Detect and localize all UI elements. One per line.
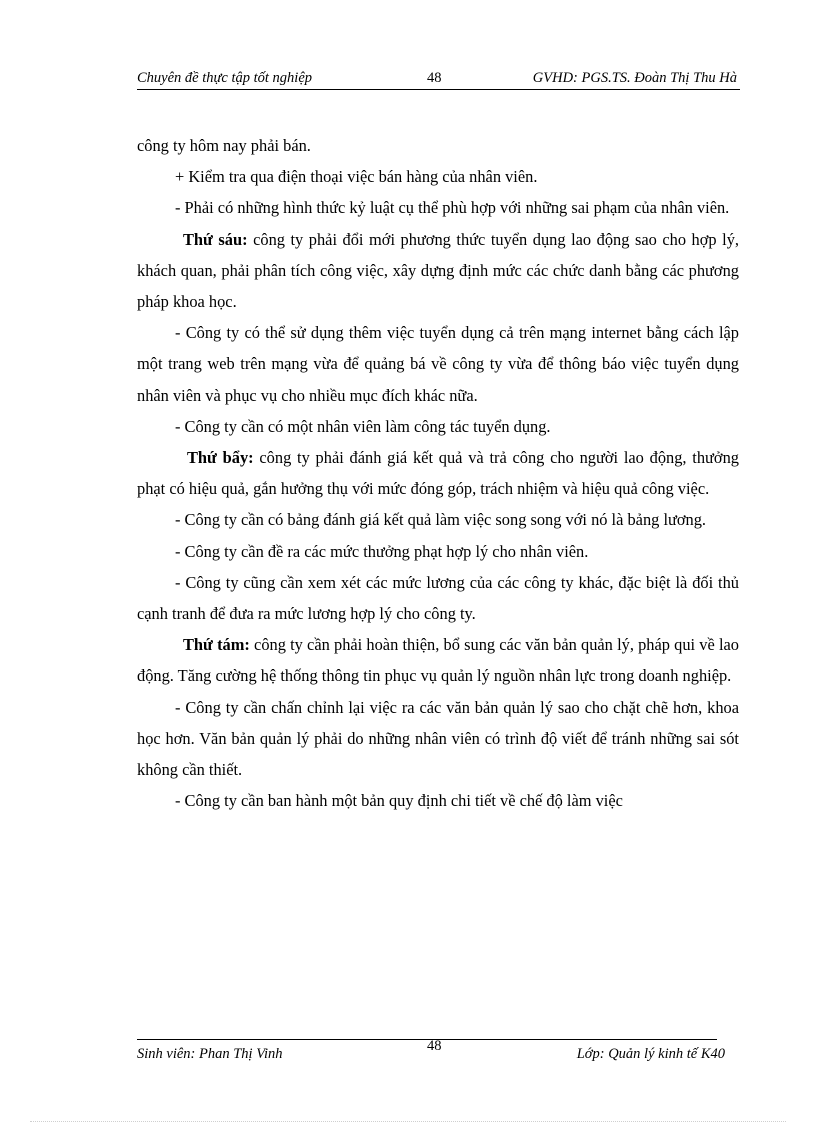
paragraph <box>137 692 739 786</box>
section-label: Thứ sáu: <box>183 229 248 249</box>
paragraph-text: - Công ty cần chấn chỉnh lại việc ra các văn bản quản lý sao cho chặt chẽ hơn, khoa học hơn. Văn bản quản lý phải do những nhân viên có trình độ viết để tránh những sai sót không cần thiết. <box>137 697 739 780</box>
paragraph <box>137 629 739 691</box>
paragraph-text: công ty hôm nay phải bán. <box>137 136 311 155</box>
paragraph-text: - Phải có những hình thức kỷ luật cụ thể phù hợp với những sai phạm của nhân viên. <box>175 198 730 218</box>
page-header <box>137 70 737 90</box>
paragraph-text: - Công ty cần đề ra các mức thưởng phạt hợp lý cho nhân viên. <box>175 541 589 561</box>
paragraph-text: - Công ty có thể sử dụng thêm việc tuyển dụng cả trên mạng internet bằng cách lập một trang web trên mạng vừa để quảng bá về công ty vừa để thông báo việc tuyển dụng nhân viên và phục vụ cho nhiều mục đích khác nữa. <box>137 323 739 405</box>
body-text <box>137 130 739 816</box>
paragraph-text: - Công ty cần ban hành một bản quy định chi tiết về chế độ làm việc <box>175 791 623 811</box>
header-title: Chuyên đề thực tập tốt nghiệp <box>137 70 313 86</box>
paragraph <box>137 224 739 318</box>
paragraph <box>137 504 739 535</box>
page-footer <box>137 1038 737 1064</box>
section-label: Thứ bẩy: <box>187 448 254 468</box>
paragraph <box>137 567 739 629</box>
paragraph <box>137 536 739 567</box>
header-divider <box>137 89 740 90</box>
page-bottom-border <box>30 1121 786 1122</box>
paragraph-text: công ty phải đổi mới phương thức tuyển dụng lao động sao cho hợp lý, khách quan, phải phân tích công việc, xây dựng định mức các chức danh bằng các phương pháp khoa học. <box>137 229 739 312</box>
paragraph-text: công ty cần phải hoàn thiện, bổ sung các văn bản quản lý, pháp qui về lao động. Tăng cường hệ thống thông tin phục vụ quản lý nguồn nhân lực trong doanh nghiệp. <box>137 635 739 686</box>
section-label: Thứ tám: <box>183 635 250 655</box>
paragraph <box>137 130 739 161</box>
paragraph-text: - Công ty cũng cần xem xét các mức lương của các công ty khác, đặc biệt là đối thủ cạnh tranh để đưa ra mức lương hợp lý cho công ty. <box>137 572 739 624</box>
paragraph <box>137 442 739 504</box>
paragraph <box>137 192 739 223</box>
paragraph-text: + Kiểm tra qua điện thoại việc bán hàng của nhân viên. <box>175 167 538 187</box>
header-supervisor: GVHD: PGS.TS. Đoàn Thị Thu Hà <box>532 70 737 86</box>
footer-page-number: 48 <box>427 1038 442 1054</box>
header-page-number: 48 <box>427 70 442 86</box>
paragraph <box>137 317 739 411</box>
paragraph <box>137 785 739 816</box>
footer-class: Lớp: Quản lý kinh tế K40 <box>576 1046 725 1062</box>
paragraph-text: công ty phải đánh giá kết quả và trả công cho người lao động, thưởng phạt có hiệu quả, gắn hưởng thụ với mức đóng góp, trách nhiệm và hiệu quả công việc. <box>137 448 739 499</box>
paragraph-text: - Công ty cần có bảng đánh giá kết quả làm việc song song với nó là bảng lương. <box>175 510 707 530</box>
paragraph-text: - Công ty cần có một nhân viên làm công tác tuyển dụng. <box>175 416 551 436</box>
footer-student: Sinh viên: Phan Thị Vinh <box>137 1046 283 1062</box>
paragraph <box>137 411 739 442</box>
paragraph <box>137 161 739 192</box>
